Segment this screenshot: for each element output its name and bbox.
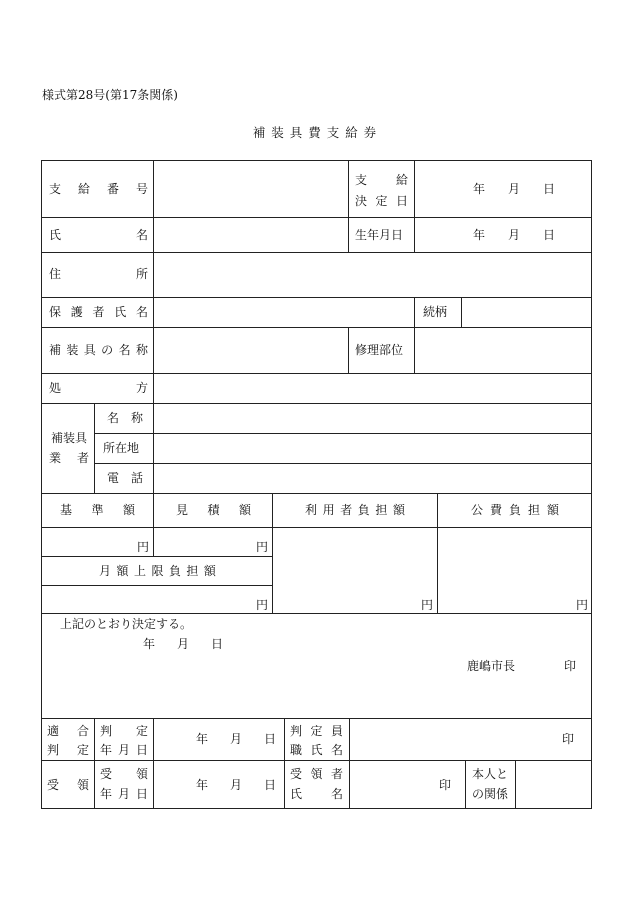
column-divider <box>414 327 415 373</box>
label-vendor-location: 所在地 <box>103 441 140 455</box>
column-divider <box>515 760 516 809</box>
row-divider <box>41 556 272 557</box>
label-judge-officer-top: 判 定 員 <box>290 724 343 738</box>
label-birth-date: 生年月日 <box>355 228 404 242</box>
label-guardian-name: 保 護 者 氏 名 <box>49 305 148 319</box>
row-divider <box>41 527 592 528</box>
column-divider <box>94 403 95 493</box>
label-decision-date-top: 支 給 <box>355 173 408 187</box>
label-receipt: 受 領 <box>47 778 89 792</box>
row-divider <box>41 760 592 761</box>
header-base-amount: 基 準 額 <box>60 503 135 517</box>
label-judge-officer-bottom: 職 氏 名 <box>290 743 343 757</box>
label-name: 氏 名 <box>49 228 148 242</box>
row-divider <box>41 718 592 719</box>
label-receipt-date-bottom: 年 月 日 <box>100 787 148 801</box>
label-vendor-name: 名 称 <box>107 411 143 425</box>
column-divider <box>284 718 285 809</box>
row-divider <box>94 463 592 464</box>
decision-statement: 上記のとおり決定する。 <box>60 617 193 631</box>
column-divider <box>465 760 466 809</box>
label-judgement-date-top: 判 定 <box>100 724 148 738</box>
label-address: 住 所 <box>49 267 148 281</box>
label-prescription: 処 方 <box>49 381 148 395</box>
label-conformity-top: 適 合 <box>47 724 89 738</box>
label-judgement-date-bottom: 年 月 日 <box>100 743 148 757</box>
row-divider <box>41 493 592 494</box>
label-decision-date-bottom: 決 定 日 <box>355 194 408 208</box>
column-divider <box>349 718 350 809</box>
row-divider <box>41 613 592 614</box>
label-conformity-bottom: 判 定 <box>47 743 89 757</box>
label-repair-part: 修理部位 <box>355 343 404 357</box>
row-divider <box>41 297 592 298</box>
header-user-burden: 利 用 者 負 担 額 <box>305 503 405 517</box>
unit-yen-base: 円 <box>137 540 150 554</box>
column-divider <box>348 327 349 373</box>
label-vendor-phone: 電 話 <box>107 471 143 485</box>
decision-date: 年 月 日 <box>143 637 223 651</box>
document-title: 補 装 具 費 支 給 券 <box>252 125 378 140</box>
mayor-seal: 印 <box>564 659 577 673</box>
label-relationship: 続柄 <box>423 305 448 319</box>
row-divider <box>41 585 272 586</box>
unit-yen-estimate: 円 <box>256 540 269 554</box>
column-divider <box>437 493 438 613</box>
label-device-name: 補 装 具 の 名 称 <box>49 343 148 357</box>
column-divider <box>153 493 154 556</box>
column-divider <box>153 718 154 809</box>
row-divider <box>41 327 592 328</box>
unit-yen-user-burden: 円 <box>421 598 434 612</box>
receipt-date-field: 年 月 日 <box>196 778 276 792</box>
header-estimate-amount: 見 積 額 <box>176 503 251 517</box>
row-divider <box>94 433 592 434</box>
label-receiver-bottom: 氏 名 <box>290 787 343 801</box>
form-number: 様式第28号(第17条関係) <box>42 88 178 102</box>
judgement-date-field: 年 月 日 <box>196 732 276 746</box>
label-receiver-top: 受 領 者 <box>290 767 343 781</box>
label-vendor-bottom: 業 者 <box>49 451 89 465</box>
table-border <box>41 160 592 809</box>
unit-yen-public-burden: 円 <box>576 598 589 612</box>
column-divider <box>414 297 415 327</box>
column-divider <box>272 493 273 613</box>
column-divider <box>348 160 349 252</box>
row-divider <box>41 403 592 404</box>
label-payment-number: 支 給 番 号 <box>49 182 148 196</box>
mayor-title: 鹿嶋市長 <box>467 659 516 673</box>
row-divider <box>41 217 592 218</box>
column-divider <box>461 297 462 327</box>
row-divider <box>41 373 592 374</box>
header-public-burden: 公 費 負 担 額 <box>471 503 559 517</box>
decision-date-field: 年 月 日 <box>473 182 555 196</box>
header-monthly-cap: 月 額 上 限 負 担 額 <box>99 564 216 578</box>
unit-yen-monthly-cap: 円 <box>256 598 269 612</box>
column-divider <box>414 160 415 252</box>
column-divider <box>153 160 154 493</box>
label-receipt-date-top: 受 領 <box>100 767 148 781</box>
row-divider <box>41 252 592 253</box>
birth-date-field: 年 月 日 <box>473 228 555 242</box>
judge-officer-seal: 印 <box>562 732 575 746</box>
receiver-seal: 印 <box>439 778 452 792</box>
column-divider <box>94 718 95 809</box>
label-relation-to-person-top: 本人と <box>472 767 509 781</box>
label-vendor-top: 補装具 <box>50 431 87 445</box>
label-relation-to-person-bottom: の関係 <box>472 787 509 801</box>
